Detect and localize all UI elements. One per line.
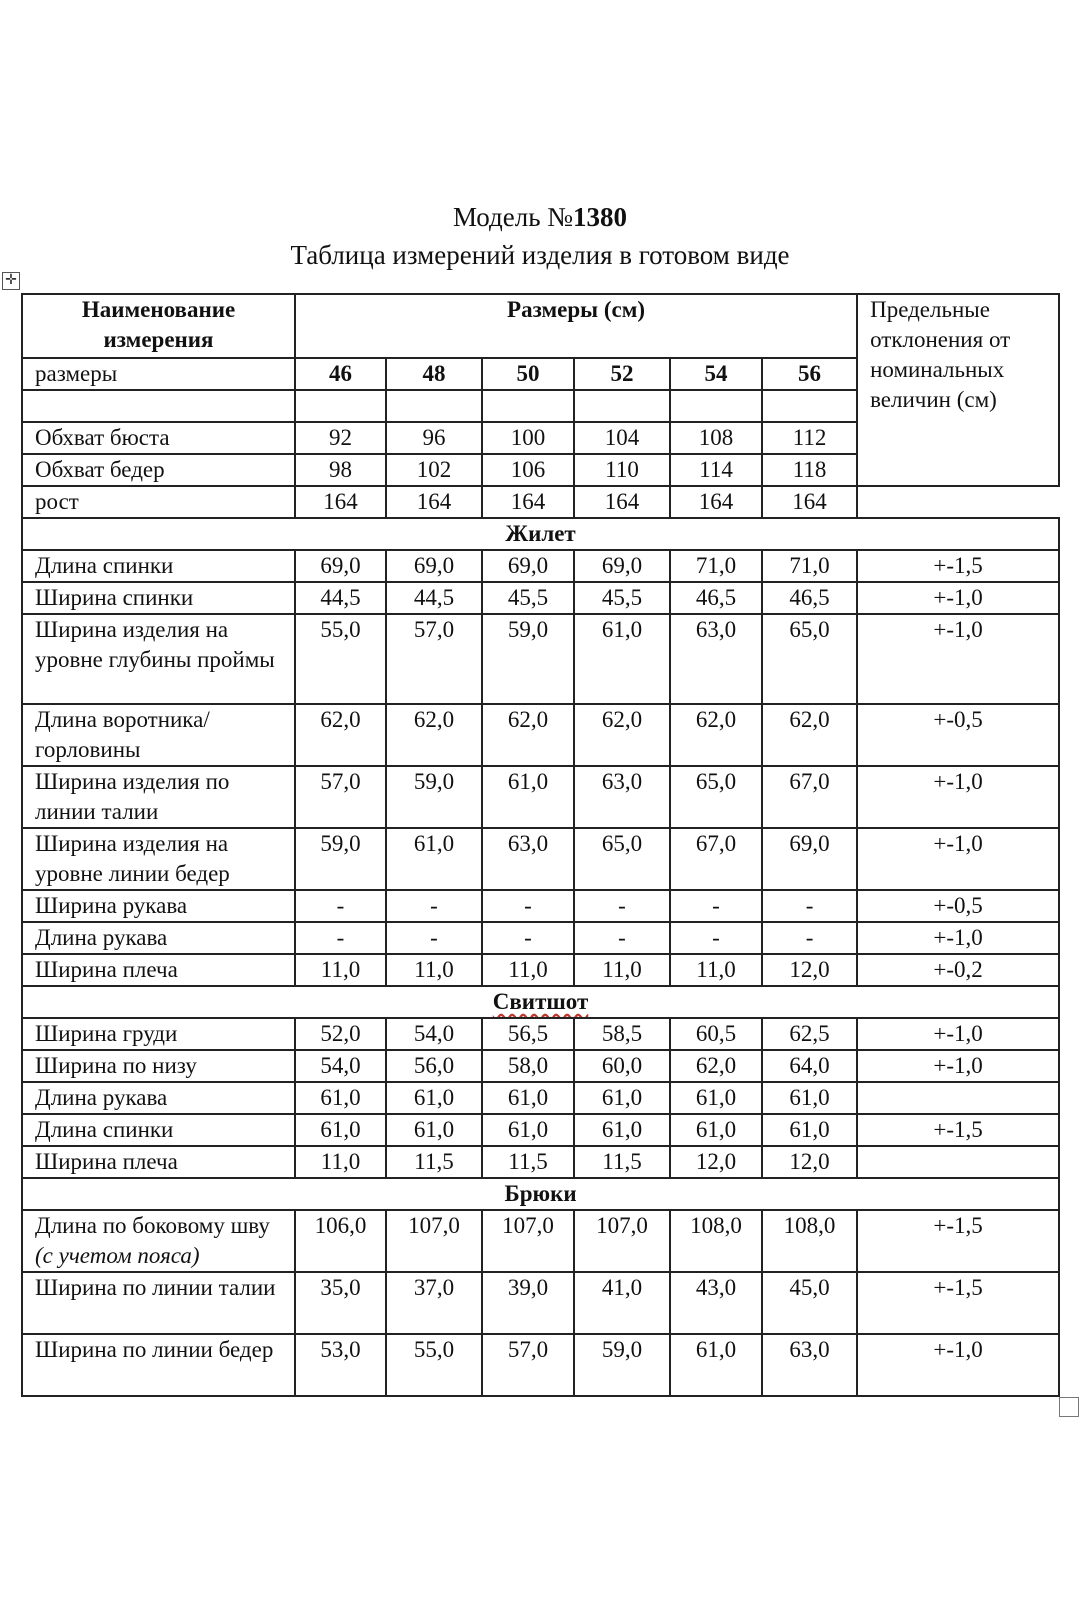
measurement-name <box>22 1050 295 1082</box>
measurement-value: 62,0 <box>670 1050 762 1082</box>
measurement-name-text: Ширина изделия на уровне линии бедер <box>35 831 230 886</box>
measurement-name-text: Ширина изделия на уровне глубины проймы <box>35 617 275 672</box>
table-row <box>22 614 1059 704</box>
size-header: 50 <box>482 358 574 390</box>
measurement-value: 108 <box>670 422 762 454</box>
table-row <box>22 922 1059 954</box>
measurement-value: 11,0 <box>482 954 574 986</box>
header-tolerance-col: Предельные отклонения от номинальных величин (см) <box>857 294 1059 486</box>
measurement-value: 102 <box>386 454 482 486</box>
measurement-value: 112 <box>762 422 857 454</box>
measurement-value: 12,0 <box>670 1146 762 1178</box>
measurement-name <box>22 922 295 954</box>
measurement-value: 59,0 <box>574 1334 670 1396</box>
measurement-value: 63,0 <box>670 614 762 704</box>
measurement-value: 55,0 <box>295 614 386 704</box>
measurement-value: 164 <box>295 486 386 518</box>
measurement-value: 11,5 <box>574 1146 670 1178</box>
table-row <box>22 582 1059 614</box>
measurement-name-text: Ширина по низу <box>35 1053 197 1078</box>
table-row <box>22 1018 1059 1050</box>
measurement-name <box>22 828 295 890</box>
measurement-name: Обхват бюста <box>22 422 295 454</box>
measurement-value: 65,0 <box>670 766 762 828</box>
measurement-value: - <box>386 922 482 954</box>
measurement-value: 44,5 <box>386 582 482 614</box>
measurement-value: 61,0 <box>762 1082 857 1114</box>
measurement-name <box>22 550 295 582</box>
measurement-value: 62,0 <box>386 704 482 766</box>
measurement-value: 61,0 <box>574 1114 670 1146</box>
measurement-name-text: Ширина спинки <box>35 585 194 610</box>
measurement-value: 62,5 <box>762 1018 857 1050</box>
table-row <box>22 704 1059 766</box>
measurement-name <box>22 1018 295 1050</box>
measurement-value: 164 <box>386 486 482 518</box>
measurement-name <box>22 766 295 828</box>
measurement-value: 56,5 <box>482 1018 574 1050</box>
measurement-value: 96 <box>386 422 482 454</box>
measurement-value: 69,0 <box>762 828 857 890</box>
table-row <box>22 1272 1059 1334</box>
measurement-value: 57,0 <box>482 1334 574 1396</box>
measurement-value: 63,0 <box>482 828 574 890</box>
tolerance-value: +-0,5 <box>857 704 1059 766</box>
measurement-value: 45,5 <box>574 582 670 614</box>
measurement-value: - <box>670 922 762 954</box>
table-row <box>22 1334 1059 1396</box>
measurement-value: - <box>482 890 574 922</box>
measurement-value: 100 <box>482 422 574 454</box>
header-name-col: Наименование измерения <box>22 294 295 358</box>
measurement-value: 43,0 <box>670 1272 762 1334</box>
measurement-value: 67,0 <box>670 828 762 890</box>
section-row <box>22 518 1059 550</box>
measurement-name <box>22 1114 295 1146</box>
measurement-value: - <box>386 890 482 922</box>
table-row <box>22 486 1059 518</box>
measurement-value: - <box>295 890 386 922</box>
measurement-name <box>22 704 295 766</box>
measurement-name <box>22 614 295 704</box>
measurement-value: 69,0 <box>574 550 670 582</box>
measurement-value: 106,0 <box>295 1210 386 1272</box>
tolerance-value: +-1,0 <box>857 922 1059 954</box>
measurement-value: 61,0 <box>386 828 482 890</box>
measurement-value: 58,5 <box>574 1018 670 1050</box>
measurement-table <box>21 293 1060 1397</box>
measurement-value: 108,0 <box>762 1210 857 1272</box>
table-resize-handle[interactable] <box>1059 1397 1079 1417</box>
measurement-value: 110 <box>574 454 670 486</box>
measurement-value: 107,0 <box>482 1210 574 1272</box>
tolerance-value: +-1,0 <box>857 1050 1059 1082</box>
table-row <box>22 766 1059 828</box>
measurement-name-text: Длина рукава <box>35 1085 168 1110</box>
measurement-value: 65,0 <box>762 614 857 704</box>
measurement-value: 104 <box>574 422 670 454</box>
measurement-name <box>22 890 295 922</box>
measurement-value: 164 <box>574 486 670 518</box>
empty-cell <box>670 390 762 422</box>
measurement-value: - <box>482 922 574 954</box>
measurement-value: 92 <box>295 422 386 454</box>
measurement-value: 59,0 <box>295 828 386 890</box>
measurement-name <box>22 1146 295 1178</box>
model-title-prefix: Модель № <box>452 202 574 232</box>
tolerance-value: +-1,5 <box>857 1114 1059 1146</box>
measurement-name-text: Ширина по линии бедер <box>35 1337 274 1362</box>
measurement-value: 52,0 <box>295 1018 386 1050</box>
measurement-value: 61,0 <box>762 1114 857 1146</box>
measurement-value: - <box>762 890 857 922</box>
size-header: 52 <box>574 358 670 390</box>
tolerance-value: +-0,2 <box>857 954 1059 986</box>
measurement-value: 58,0 <box>482 1050 574 1082</box>
measurement-value: 46,5 <box>762 582 857 614</box>
table-row <box>22 1146 1059 1178</box>
section-title <box>22 986 1059 1018</box>
empty-cell <box>22 390 295 422</box>
measurement-value: 164 <box>762 486 857 518</box>
empty-cell <box>386 390 482 422</box>
measurement-value: 59,0 <box>482 614 574 704</box>
table-move-handle-icon[interactable]: ✛ <box>2 272 20 290</box>
measurement-value: 107,0 <box>574 1210 670 1272</box>
measurement-value: 45,5 <box>482 582 574 614</box>
table-row <box>22 550 1059 582</box>
measurement-value: 61,0 <box>482 1114 574 1146</box>
empty-cell <box>295 390 386 422</box>
size-header: 54 <box>670 358 762 390</box>
measurement-value: - <box>574 890 670 922</box>
size-header: 46 <box>295 358 386 390</box>
measurement-value: 118 <box>762 454 857 486</box>
measurement-name <box>22 1272 295 1334</box>
measurement-value: 65,0 <box>574 828 670 890</box>
measurement-value: 54,0 <box>386 1018 482 1050</box>
measurement-name-text: Длина рукава <box>35 925 168 950</box>
measurement-value: - <box>295 922 386 954</box>
measurement-value: 64,0 <box>762 1050 857 1082</box>
measurement-value: 114 <box>670 454 762 486</box>
measurement-value: 61,0 <box>574 614 670 704</box>
measurement-value: 11,0 <box>295 1146 386 1178</box>
measurement-value: 69,0 <box>295 550 386 582</box>
table-subtitle: Таблица измерений изделия в готовом виде <box>290 240 790 270</box>
measurement-value: 61,0 <box>295 1082 386 1114</box>
measurement-value: 61,0 <box>386 1082 482 1114</box>
measurement-value: 41,0 <box>574 1272 670 1334</box>
measurement-name-text: Длина спинки <box>35 1117 174 1142</box>
measurement-value: 56,0 <box>386 1050 482 1082</box>
measurement-value: 67,0 <box>762 766 857 828</box>
measurement-value: 60,5 <box>670 1018 762 1050</box>
sizes-label: размеры <box>22 358 295 390</box>
table-row <box>22 1082 1059 1114</box>
table-row <box>22 1050 1059 1082</box>
section-row <box>22 986 1059 1018</box>
table-row <box>22 954 1059 986</box>
measurement-value: 53,0 <box>295 1334 386 1396</box>
measurement-value: 11,0 <box>670 954 762 986</box>
measurement-value: 61,0 <box>574 1082 670 1114</box>
measurement-name <box>22 1334 295 1396</box>
measurement-value: 61,0 <box>670 1082 762 1114</box>
table-row <box>22 1114 1059 1146</box>
header-sizes-col: Размеры (см) <box>295 294 857 358</box>
measurement-value: 61,0 <box>386 1114 482 1146</box>
tolerance-value: +-1,5 <box>857 1210 1059 1272</box>
measurement-name-text: Ширина изделия по линии талии <box>35 769 230 824</box>
measurement-value: 107,0 <box>386 1210 482 1272</box>
empty-cell <box>482 390 574 422</box>
tolerance-value: +-0,5 <box>857 890 1059 922</box>
tolerance-value: +-1,0 <box>857 1018 1059 1050</box>
measurement-value: 63,0 <box>762 1334 857 1396</box>
model-number: 1380 <box>573 202 628 232</box>
measurement-value: 55,0 <box>386 1334 482 1396</box>
tolerance-value: +-1,0 <box>857 766 1059 828</box>
measurement-value: 61,0 <box>670 1114 762 1146</box>
measurement-name <box>22 582 295 614</box>
measurement-value: 39,0 <box>482 1272 574 1334</box>
model-title <box>0 200 1080 234</box>
tolerance-value: +-1,0 <box>857 828 1059 890</box>
measurement-value: 12,0 <box>762 1146 857 1178</box>
section-title: Брюки <box>22 1178 1059 1210</box>
measurement-value: 54,0 <box>295 1050 386 1082</box>
measurement-name-text: Ширина рукава <box>35 893 188 918</box>
measurement-name: Обхват бедер <box>22 454 295 486</box>
measurement-value: 71,0 <box>670 550 762 582</box>
measurement-name <box>22 1082 295 1114</box>
measurement-value: 59,0 <box>386 766 482 828</box>
tolerance-value <box>857 1082 1059 1114</box>
measurement-value: 164 <box>670 486 762 518</box>
measurement-name: рост <box>22 486 295 518</box>
measurement-value: 11,0 <box>386 954 482 986</box>
table-row <box>22 828 1059 890</box>
measurement-value: 46,5 <box>670 582 762 614</box>
measurement-value: 62,0 <box>482 704 574 766</box>
measurement-name-text: Ширина плеча <box>35 957 178 982</box>
table-row <box>22 1210 1059 1272</box>
measurement-value: 61,0 <box>670 1334 762 1396</box>
size-header: 48 <box>386 358 482 390</box>
measurement-name-text: Длина воротника/горловины <box>35 707 210 762</box>
measurement-name-text: Ширина груди <box>35 1021 178 1046</box>
tolerance-value: +-1,0 <box>857 614 1059 704</box>
measurement-value: 35,0 <box>295 1272 386 1334</box>
measurement-value: 45,0 <box>762 1272 857 1334</box>
measurement-value: 11,0 <box>574 954 670 986</box>
measurement-value: 106 <box>482 454 574 486</box>
empty-cell <box>574 390 670 422</box>
measurement-value: 57,0 <box>386 614 482 704</box>
measurement-name-text: Длина спинки <box>35 553 174 578</box>
measurement-value: 44,5 <box>295 582 386 614</box>
tolerance-value: +-1,0 <box>857 582 1059 614</box>
measurement-value: 61,0 <box>482 1082 574 1114</box>
measurement-value: 37,0 <box>386 1272 482 1334</box>
measurement-value: 62,0 <box>762 704 857 766</box>
measurement-name <box>22 1210 295 1272</box>
tolerance-value: +-1,0 <box>857 1334 1059 1396</box>
measurement-name <box>22 954 295 986</box>
measurement-value: - <box>574 922 670 954</box>
measurement-value: 60,0 <box>574 1050 670 1082</box>
measurement-value: 98 <box>295 454 386 486</box>
measurement-value: 71,0 <box>762 550 857 582</box>
empty-cell <box>762 390 857 422</box>
measurement-value: 62,0 <box>574 704 670 766</box>
measurement-value: 12,0 <box>762 954 857 986</box>
measurement-value: 69,0 <box>386 550 482 582</box>
measurement-value: 69,0 <box>482 550 574 582</box>
measurement-value: 164 <box>482 486 574 518</box>
measurement-note: (с учетом пояса) <box>35 1243 200 1268</box>
table-row <box>22 890 1059 922</box>
measurement-value: 11,5 <box>482 1146 574 1178</box>
measurement-value: 61,0 <box>295 1114 386 1146</box>
measurement-value: - <box>762 922 857 954</box>
measurement-value: 63,0 <box>574 766 670 828</box>
section-title: Жилет <box>22 518 1059 550</box>
measurement-value: 11,0 <box>295 954 386 986</box>
measurement-name-text: Ширина по линии талии <box>35 1275 276 1300</box>
measurement-value: 11,5 <box>386 1146 482 1178</box>
measurement-name-text: Длина по боковому шву <box>35 1213 270 1238</box>
tolerance-value <box>857 1146 1059 1178</box>
measurement-value: 62,0 <box>670 704 762 766</box>
size-header: 56 <box>762 358 857 390</box>
section-title-text: Свитшот <box>492 989 589 1014</box>
measurement-value: - <box>670 890 762 922</box>
measurement-value: 62,0 <box>295 704 386 766</box>
measurement-value: 61,0 <box>482 766 574 828</box>
measurement-name-text: Ширина плеча <box>35 1149 178 1174</box>
section-row <box>22 1178 1059 1210</box>
measurement-value: 108,0 <box>670 1210 762 1272</box>
measurement-value: 57,0 <box>295 766 386 828</box>
tolerance-value: +-1,5 <box>857 1272 1059 1334</box>
tolerance-value: +-1,5 <box>857 550 1059 582</box>
